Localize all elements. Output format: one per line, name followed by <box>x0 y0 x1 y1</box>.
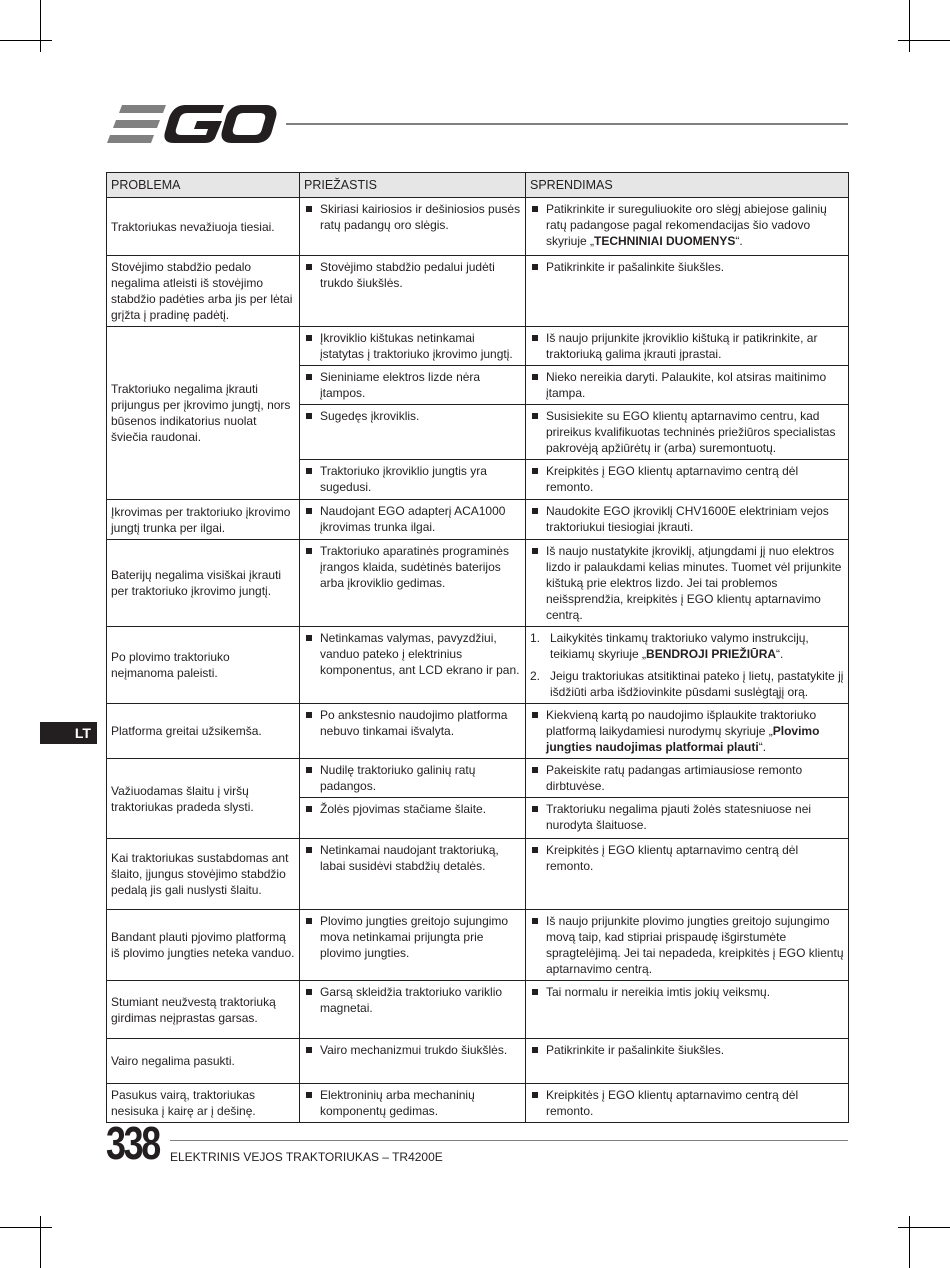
solution-cell: Patikrinkite ir pašalinkite šiukšles. <box>526 1039 849 1084</box>
solution-cell: Tai normalu ir nereikia imtis jokių veiksmų. <box>526 981 849 1039</box>
footer-title: ELEKTRINIS VEJOS TRAKTORIUKAS – TR4200E <box>170 1150 443 1164</box>
footer-rule <box>170 1140 848 1141</box>
problem-cell: Traktoriuko negalima įkrauti prijungus per įkrovimo jungtį, nors būsenos indikatorius nuolat šviečia raudonai. <box>107 327 300 500</box>
solution-cell: Iš naujo prijunkite plovimo jungties greitojo sujungimo movą taip, kad stipriai prispaudę išgirstumėte spragtelėjimą. Jei tai nepadeda, kreipkitės į EGO klientų aptarnavimo centrą. <box>526 910 849 981</box>
solution-cell: Iš naujo nustatykite įkroviklį, atjungdami jį nuo elektros lizdo ir palaukdami kelias minutes. Tuomet vėl prijunkite kištuką prie elektros lizdo. Jei tai problemos neišsprendžia, kreipkitės į EGO klientų aptarnavimo centrą. <box>526 540 849 627</box>
column-header: SPRENDIMAS <box>526 173 849 198</box>
troubleshooting-table <box>106 172 849 1123</box>
numbered-item: 1. Laikykitės tinkamų traktoriuko valymo instrukcijų, teikiamų skyriuje „BENDROJI PRIEŽIŪRA“. <box>530 631 809 661</box>
cause-cell: Netinkamai naudojant traktoriuką, labai susidėvi stabdžių detalės. <box>300 839 526 910</box>
numbered-item: 2. Jeigu traktoriukas atsitiktinai pateko į lietų, pastatykite jį išdžiūti arba išdžiovinkite pūsdami suslėgtąjį orą. <box>530 669 844 699</box>
cause-cell: Traktoriuko aparatinės programinės įrangos klaida, sudėtinės baterijos arba įkroviklio gedimas. <box>300 540 526 627</box>
problem-cell: Stumiant neužvestą traktoriuką girdimas neįprastas garsas. <box>107 981 300 1039</box>
cause-cell: Įkroviklio kištukas netinkamai įstatytas į traktoriuko įkrovimo jungtį. <box>300 327 526 366</box>
solution-cell: Patikrinkite ir pašalinkite šiukšles. <box>526 256 849 327</box>
table-row <box>107 910 849 981</box>
solution-cell: Susisiekite su EGO klientų aptarnavimo centru, kad prireikus kvalifikuotas techninės priežiūros specialistas pakrovėją apžiūrėtų ir (arba) suremontuotų. <box>526 405 849 460</box>
page-number: 338 <box>106 1117 159 1169</box>
table-row <box>107 1084 849 1123</box>
problem-cell: Stovėjimo stabdžio pedalo negalima atleisti iš stovėjimo stabdžio padėties arba jis per lėtai grįžta į pradinę padėtį. <box>107 256 300 327</box>
crop-mark <box>898 40 950 41</box>
solution-cell: Traktoriuku negalima pjauti žolės statesniuose nei nurodyta šlaituose. <box>526 798 849 839</box>
problem-cell: Vairo negalima pasukti. <box>107 1039 300 1084</box>
table-row <box>107 759 849 798</box>
cause-cell: Stovėjimo stabdžio pedalui judėti trukdo šiukšlės. <box>300 256 526 327</box>
problem-cell: Pasukus vairą, traktoriukas nesisuka į kairę ar į dešinę. <box>107 1084 300 1123</box>
solution-cell: Iš naujo prijunkite įkroviklio kištuką ir patikrinkite, ar traktoriuką galima įkrauti įprastai. <box>526 327 849 366</box>
cause-cell: Skiriasi kairiosios ir dešiniosios pusės ratų padangų oro slėgis. <box>300 198 526 256</box>
crop-mark <box>898 1227 950 1228</box>
solution-cell: Naudokite EGO įkroviklį CHV1600E elektriniam vejos traktoriukui tiesiogiai įkrauti. <box>526 500 849 540</box>
crop-mark <box>40 0 41 52</box>
solution-cell: Pakeiskite ratų padangas artimiausiose remonto dirbtuvėse. <box>526 759 849 798</box>
solution-cell: Kiekvieną kartą po naudojimo išplaukite traktoriuko platformą laikydamiesi nurodymų skyriuje „Plovimo jungties naudojimas platformai plauti“. <box>526 704 849 759</box>
table-row <box>107 198 849 256</box>
table-row <box>107 500 849 540</box>
cause-cell: Traktoriuko įkroviklio jungtis yra sugedusi. <box>300 460 526 500</box>
solution-cell: Kreipkitės į EGO klientų aptarnavimo centrą dėl remonto. <box>526 1084 849 1123</box>
table-row <box>107 839 849 910</box>
problem-cell: Traktoriukas nevažiuoja tiesiai. <box>107 198 300 256</box>
solution-cell: Kreipkitės į EGO klientų aptarnavimo centrą dėl remonto. <box>526 839 849 910</box>
cause-cell: Plovimo jungties greitojo sujungimo mova netinkamai prijungta prie plovimo jungties. <box>300 910 526 981</box>
problem-cell: Baterijų negalima visiškai įkrauti per traktoriuko įkrovimo jungtį. <box>107 540 300 627</box>
cause-cell: Sieniniame elektros lizde nėra įtampos. <box>300 366 526 405</box>
cause-cell: Elektroninių arba mechaninių komponentų gedimas. <box>300 1084 526 1123</box>
cause-cell: Žolės pjovimas stačiame šlaite. <box>300 798 526 839</box>
header-rule <box>286 123 848 125</box>
crop-mark <box>40 1216 41 1268</box>
table-row <box>107 704 849 759</box>
table-row <box>107 1039 849 1084</box>
cause-cell: Sugedęs įkroviklis. <box>300 405 526 460</box>
crop-mark <box>0 40 52 41</box>
crop-mark <box>909 0 910 52</box>
table-row <box>107 256 849 327</box>
cause-cell: Naudojant EGO adapterį ACA1000 įkrovimas trunka ilgai. <box>300 500 526 540</box>
solution-cell: Kreipkitės į EGO klientų aptarnavimo centrą dėl remonto. <box>526 460 849 500</box>
problem-cell: Bandant plauti pjovimo platformą iš plovimo jungties neteka vanduo. <box>107 910 300 981</box>
language-tab: LT <box>40 722 97 744</box>
cause-cell: Po ankstesnio naudojimo platforma nebuvo tinkamai išvalyta. <box>300 704 526 759</box>
cause-cell: Garsą skleidžia traktoriuko variklio magnetai. <box>300 981 526 1039</box>
solution-cell: Patikrinkite ir sureguliuokite oro slėgį abiejose galinių ratų padangose pagal rekomendacijas šio vadovo skyriuje „TECHNINIAI DUOMENYS“. <box>526 198 849 256</box>
cause-cell: Netinkamas valymas, pavyzdžiui, vanduo pateko į elektrinius komponentus, ant LCD ekrano ir pan. <box>300 627 526 704</box>
ego-logo <box>106 102 278 146</box>
cause-cell: Vairo mechanizmui trukdo šiukšlės. <box>300 1039 526 1084</box>
problem-cell: Įkrovimas per traktoriuko įkrovimo jungtį trunka per ilgai. <box>107 500 300 540</box>
table-row <box>107 981 849 1039</box>
column-header: PRIEŽASTIS <box>300 173 526 198</box>
crop-mark <box>909 1216 910 1268</box>
table-header-row <box>107 173 849 198</box>
solution-cell <box>526 627 849 704</box>
problem-cell: Kai traktoriukas sustabdomas ant šlaito, įjungus stovėjimo stabdžio pedalą jis gali nuslysti šlaitu. <box>107 839 300 910</box>
problem-cell: Platforma greitai užsikemša. <box>107 704 300 759</box>
table-row <box>107 540 849 627</box>
cause-cell: Nudilę traktoriuko galinių ratų padangos. <box>300 759 526 798</box>
table-row <box>107 327 849 366</box>
problem-cell: Po plovimo traktoriuko neįmanoma paleisti. <box>107 627 300 704</box>
table-row <box>107 627 849 704</box>
solution-cell: Nieko nereikia daryti. Palaukite, kol atsiras maitinimo įtampa. <box>526 366 849 405</box>
problem-cell: Važiuodamas šlaitu į viršų traktoriukas pradeda slysti. <box>107 759 300 839</box>
crop-mark <box>0 1227 52 1228</box>
column-header: PROBLEMA <box>107 173 300 198</box>
